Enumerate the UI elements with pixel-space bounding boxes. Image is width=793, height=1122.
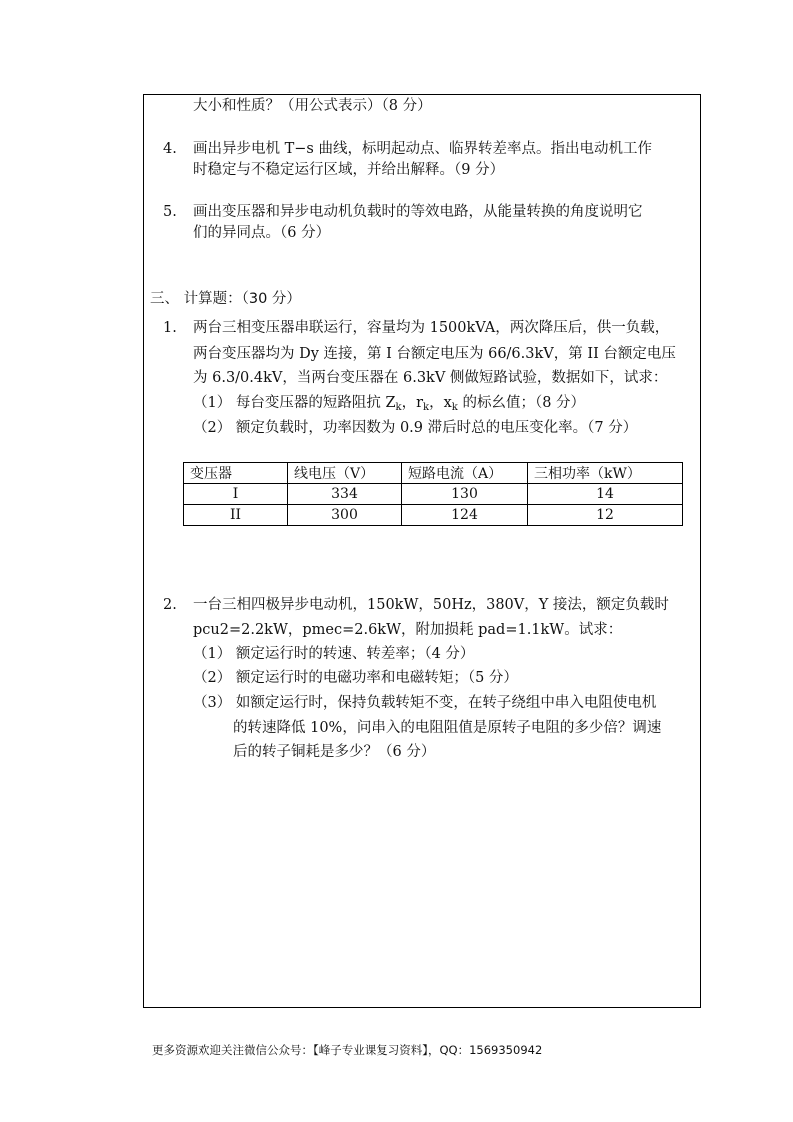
calc-2-sub-3-line-1: （3） 如额定运行时，保持负载转矩不变，在转子绕组中串入电阻使电机: [193, 695, 657, 711]
question-5-line-1: 画出变压器和异步电动机负载时的等效电路，从能量转换的角度说明它: [193, 204, 643, 220]
subscript-k: k: [395, 402, 402, 413]
calc-1-line-3: 为 6.3/0.4kV，当两台变压器在 6.3kV 侧做短路试验，数据如下，试求：: [193, 370, 668, 386]
calc-1-sub-1-suffix: 的标幺值；（8 分）: [457, 395, 586, 411]
question-4-number: 4.: [163, 141, 177, 157]
table-row: [184, 505, 683, 526]
table-cell: I: [184, 484, 288, 505]
table-cell: 14: [528, 484, 683, 505]
table-cell: II: [184, 505, 288, 526]
calc-2-line-2: pcu2=2.2kW，pmec=2.6kW，附加损耗 pad=1.1kW。试求：: [193, 622, 623, 638]
calc-2-sub-3-line-3: 后的转子铜耗是多少？（6 分）: [233, 744, 436, 760]
table-header-cell: 变压器: [184, 463, 288, 484]
calc-2-number: 2.: [163, 597, 177, 613]
calc-1-sub-2: （2） 额定负载时，功率因数为 0.9 滞后时总的电压变化率。（7 分）: [193, 420, 638, 436]
question-4-line-1: 画出异步电机 T−s 曲线，标明起动点、临界转差率点。指出电动机工作: [193, 141, 652, 157]
calc-1-sub-1: [193, 393, 585, 418]
table-cell: 12: [528, 505, 683, 526]
table-cell: 124: [402, 505, 528, 526]
table-cell: 130: [402, 484, 528, 505]
section-3-heading: 三、 计算题：（30 分）: [150, 291, 301, 307]
table-cell: 300: [288, 505, 402, 526]
calc-2-sub-2: （2） 额定运行时的电磁功率和电磁转矩；（5 分）: [193, 670, 518, 686]
footer-note: 更多资源欢迎关注微信公众号：【峰子专业课复习资料】，QQ：1569350942: [152, 1043, 543, 1057]
question-5-number: 5.: [163, 204, 177, 220]
calc-1-number: 1.: [163, 320, 177, 336]
subscript-k: k: [451, 402, 458, 413]
calc-1-sub-1-mid-1: ，r: [401, 395, 424, 411]
short-circuit-test-table: [183, 462, 683, 526]
continued-question-line: 大小和性质？（用公式表示）（8 分）: [193, 98, 432, 114]
question-4-line-2: 时稳定与不稳定运行区域，并给出解释。（9 分）: [193, 162, 505, 178]
calc-1-sub-1-prefix: （1） 每台变压器的短路阻抗 Z: [193, 395, 396, 411]
table-row: [184, 484, 683, 505]
table-cell: 334: [288, 484, 402, 505]
subscript-k: k: [423, 402, 430, 413]
calc-1-sub-1-mid-2: ，x: [429, 395, 452, 411]
table-header-cell: 线电压（V）: [288, 463, 402, 484]
table-header-cell: 短路电流（A）: [402, 463, 528, 484]
table-header-row: [184, 463, 683, 484]
question-5-line-2: 们的异同点。（6 分）: [193, 225, 331, 241]
calc-2-line-1: 一台三相四极异步电动机，150kW，50Hz，380V，Y 接法，额定负载时: [193, 597, 669, 613]
calc-1-line-1: 两台三相变压器串联运行，容量均为 1500kVA，两次降压后，供一负载，: [193, 320, 670, 336]
table-header-cell: 三相功率（kW）: [528, 463, 683, 484]
calc-2-sub-1: （1） 额定运行时的转速、转差率；（4 分）: [193, 646, 475, 662]
calc-1-line-2: 两台变压器均为 Dy 连接，第 I 台额定电压为 66/6.3kV，第 II 台额定电压: [193, 346, 676, 362]
calc-2-sub-3-line-2: 的转速降低 10%，问串入的电阻阻值是原转子电阻的多少倍？调速: [233, 720, 662, 736]
